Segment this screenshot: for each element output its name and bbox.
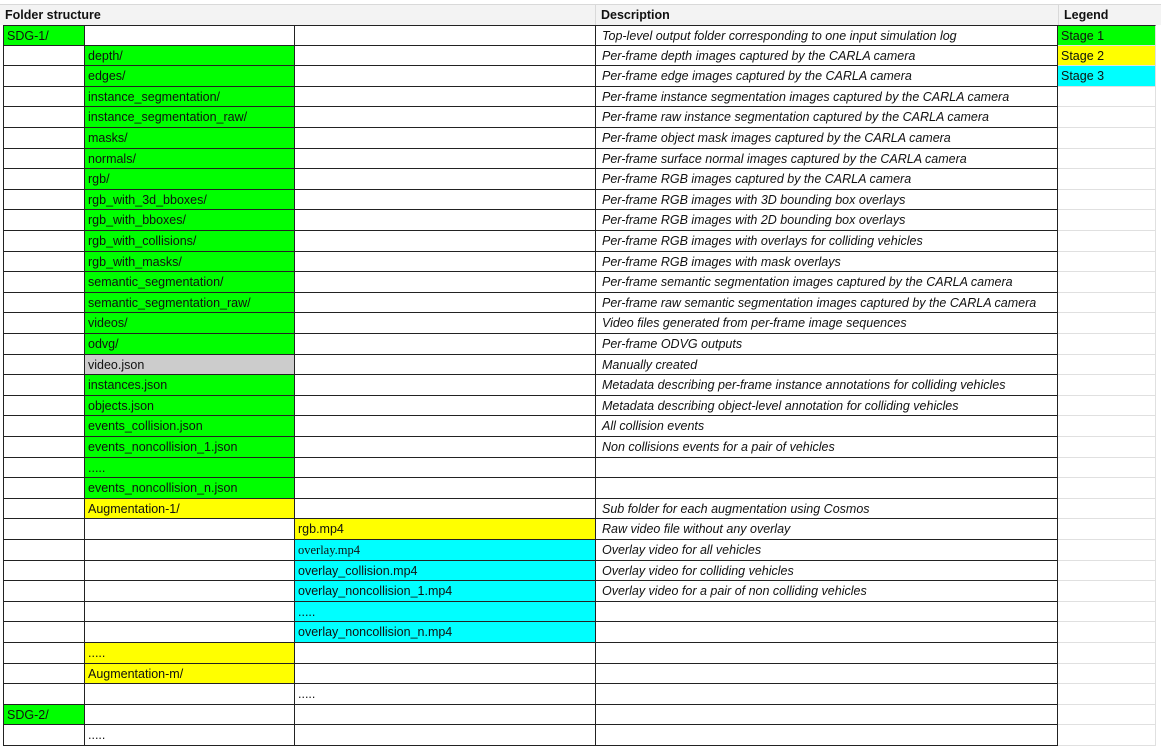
table-row <box>0 581 1161 602</box>
table-row <box>0 705 1161 726</box>
description-cell[interactable] <box>595 602 1058 623</box>
legend-empty-cell[interactable] <box>1058 210 1156 231</box>
table-row <box>0 355 1161 376</box>
description-cell[interactable]: Per-frame RGB images with mask overlays <box>595 252 1058 273</box>
legend-empty-cell[interactable] <box>1058 313 1156 334</box>
legend-empty-cell[interactable] <box>1058 458 1156 479</box>
folder-cell-level-1[interactable] <box>3 458 84 479</box>
folder-cell-level-1[interactable] <box>3 128 84 149</box>
table-row <box>0 169 1161 190</box>
description-cell[interactable]: Per-frame edge images captured by the CARLA camera <box>595 66 1058 87</box>
folder-cell-level-3[interactable]: overlay.mp4 <box>294 540 595 561</box>
legend-empty-cell[interactable] <box>1058 561 1156 582</box>
folder-cell-level-2[interactable]: semantic_segmentation/ <box>84 272 294 293</box>
description-cell[interactable]: Per-frame raw instance segmentation captured by the CARLA camera <box>595 107 1058 128</box>
legend-empty-cell[interactable] <box>1058 643 1156 664</box>
folder-cell-level-3[interactable] <box>294 190 595 211</box>
legend-empty-cell[interactable] <box>1058 478 1156 499</box>
legend-empty-cell[interactable] <box>1058 272 1156 293</box>
folder-cell-level-3[interactable] <box>294 128 595 149</box>
folder-cell-level-1[interactable] <box>3 478 84 499</box>
table-row <box>0 87 1161 108</box>
header-description: Description <box>595 4 1058 25</box>
description-cell[interactable]: Overlay video for colliding vehicles <box>595 561 1058 582</box>
folder-cell-level-3[interactable] <box>294 458 595 479</box>
legend-empty-cell[interactable] <box>1058 705 1156 726</box>
folder-cell-level-1[interactable] <box>3 643 84 664</box>
header-legend: Legend <box>1058 4 1161 25</box>
folder-cell-level-1[interactable] <box>3 396 84 417</box>
folder-cell-level-1[interactable] <box>3 169 84 190</box>
folder-cell-level-2[interactable]: rgb_with_3d_bboxes/ <box>84 190 294 211</box>
folder-cell-level-2[interactable]: depth/ <box>84 46 294 67</box>
folder-cell-level-2[interactable]: ..... <box>84 458 294 479</box>
description-cell[interactable]: Video files generated from per-frame image sequences <box>595 313 1058 334</box>
folder-cell-level-2[interactable]: instance_segmentation_raw/ <box>84 107 294 128</box>
table-row <box>0 231 1161 252</box>
description-cell[interactable]: Metadata describing object-level annotation for colliding vehicles <box>595 396 1058 417</box>
folder-cell-level-3[interactable] <box>294 293 595 314</box>
description-cell[interactable]: Per-frame raw semantic segmentation images captured by the CARLA camera <box>595 293 1058 314</box>
description-cell[interactable]: Sub folder for each augmentation using Cosmos <box>595 499 1058 520</box>
description-cell[interactable]: Per-frame ODVG outputs <box>595 334 1058 355</box>
description-cell[interactable]: Overlay video for all vehicles <box>595 540 1058 561</box>
folder-cell-level-2[interactable] <box>84 602 294 623</box>
table-row <box>0 519 1161 540</box>
folder-cell-level-3[interactable] <box>294 705 595 726</box>
folder-cell-level-3[interactable] <box>294 46 595 67</box>
legend-empty-cell[interactable] <box>1058 499 1156 520</box>
folder-cell-level-1[interactable] <box>3 375 84 396</box>
folder-cell-level-3[interactable] <box>294 416 595 437</box>
legend-empty-cell[interactable] <box>1058 169 1156 190</box>
description-cell[interactable] <box>595 458 1058 479</box>
table-row <box>0 128 1161 149</box>
folder-cell-level-1[interactable] <box>3 66 84 87</box>
folder-cell-level-1[interactable] <box>3 46 84 67</box>
folder-cell-level-2[interactable] <box>84 705 294 726</box>
folder-cell-level-1[interactable] <box>3 437 84 458</box>
folder-cell-level-1[interactable] <box>3 190 84 211</box>
description-cell[interactable]: Per-frame depth images captured by the CARLA camera <box>595 46 1058 67</box>
table-row <box>0 107 1161 128</box>
folder-cell-level-2[interactable]: ..... <box>84 643 294 664</box>
description-cell[interactable]: Per-frame surface normal images captured by the CARLA camera <box>595 149 1058 170</box>
table-row <box>0 540 1161 561</box>
folder-cell-level-3[interactable] <box>294 87 595 108</box>
folder-cell-level-2[interactable]: instance_segmentation/ <box>84 87 294 108</box>
folder-cell-level-1[interactable] <box>3 684 84 705</box>
folder-cell-level-3[interactable] <box>294 725 595 746</box>
folder-cell-level-3[interactable]: ..... <box>294 602 595 623</box>
legend-empty-cell[interactable] <box>1058 622 1156 643</box>
legend-stage-2[interactable]: Stage 2 <box>1058 46 1156 67</box>
table-row <box>0 252 1161 273</box>
legend-empty-cell[interactable] <box>1058 684 1156 705</box>
folder-cell-level-3[interactable] <box>294 396 595 417</box>
folder-cell-level-3[interactable] <box>294 66 595 87</box>
folder-cell-level-3[interactable] <box>294 478 595 499</box>
folder-cell-level-1[interactable] <box>3 87 84 108</box>
description-cell[interactable] <box>595 705 1058 726</box>
table-row <box>0 396 1161 417</box>
folder-cell-level-1[interactable] <box>3 416 84 437</box>
description-cell[interactable]: Top-level output folder corresponding to one input simulation log <box>595 25 1058 46</box>
folder-cell-level-2[interactable]: rgb_with_collisions/ <box>84 231 294 252</box>
folder-cell-level-3[interactable]: overlay_collision.mp4 <box>294 561 595 582</box>
description-cell[interactable]: All collision events <box>595 416 1058 437</box>
folder-cell-level-2[interactable] <box>84 684 294 705</box>
folder-cell-level-2[interactable]: events_noncollision_n.json <box>84 478 294 499</box>
legend-empty-cell[interactable] <box>1058 107 1156 128</box>
table-row <box>0 622 1161 643</box>
table-row <box>0 313 1161 334</box>
folder-cell-level-1[interactable] <box>3 725 84 746</box>
folder-cell-level-3[interactable] <box>294 25 595 46</box>
table-row <box>0 334 1161 355</box>
table-row <box>0 643 1161 664</box>
folder-cell-level-1[interactable] <box>3 519 84 540</box>
description-cell[interactable]: Manually created <box>595 355 1058 376</box>
description-cell[interactable] <box>595 643 1058 664</box>
folder-cell-level-3[interactable]: ..... <box>294 684 595 705</box>
table-row <box>0 561 1161 582</box>
folder-cell-level-2[interactable]: events_collision.json <box>84 416 294 437</box>
legend-empty-cell[interactable] <box>1058 540 1156 561</box>
table-row <box>0 210 1161 231</box>
description-cell[interactable]: Per-frame RGB images with 3D bounding box overlays <box>595 190 1058 211</box>
legend-empty-cell[interactable] <box>1058 128 1156 149</box>
legend-empty-cell[interactable] <box>1058 581 1156 602</box>
folder-cell-level-2[interactable] <box>84 622 294 643</box>
folder-cell-level-2[interactable]: masks/ <box>84 128 294 149</box>
legend-empty-cell[interactable] <box>1058 87 1156 108</box>
folder-cell-level-1[interactable] <box>3 313 84 334</box>
legend-empty-cell[interactable] <box>1058 725 1156 746</box>
folder-cell-level-1[interactable] <box>3 293 84 314</box>
table-row <box>0 149 1161 170</box>
folder-cell-level-2[interactable] <box>84 519 294 540</box>
folder-cell-level-2[interactable] <box>84 561 294 582</box>
description-cell[interactable]: Non collisions events for a pair of vehicles <box>595 437 1058 458</box>
folder-cell-level-1[interactable] <box>3 149 84 170</box>
folder-cell-level-3[interactable] <box>294 375 595 396</box>
table-row <box>0 416 1161 437</box>
folder-cell-level-3[interactable] <box>294 643 595 664</box>
folder-cell-level-1[interactable] <box>3 561 84 582</box>
legend-empty-cell[interactable] <box>1058 190 1156 211</box>
folder-cell-level-2[interactable]: rgb/ <box>84 169 294 190</box>
legend-empty-cell[interactable] <box>1058 334 1156 355</box>
folder-cell-level-3[interactable] <box>294 664 595 685</box>
folder-cell-level-1[interactable] <box>3 540 84 561</box>
legend-empty-cell[interactable] <box>1058 602 1156 623</box>
description-cell[interactable] <box>595 622 1058 643</box>
legend-stage-1[interactable]: Stage 1 <box>1058 25 1156 46</box>
folder-cell-level-2[interactable]: odvg/ <box>84 334 294 355</box>
legend-empty-cell[interactable] <box>1058 437 1156 458</box>
legend-empty-cell[interactable] <box>1058 416 1156 437</box>
table-row <box>0 272 1161 293</box>
folder-cell-level-3[interactable] <box>294 252 595 273</box>
folder-cell-level-2[interactable]: events_noncollision_1.json <box>84 437 294 458</box>
table-row <box>0 684 1161 705</box>
folder-cell-level-2[interactable]: edges/ <box>84 66 294 87</box>
table-row <box>0 458 1161 479</box>
folder-cell-level-2[interactable]: Augmentation-m/ <box>84 664 294 685</box>
folder-cell-level-1[interactable] <box>3 664 84 685</box>
folder-cell-level-3[interactable] <box>294 231 595 252</box>
folder-cell-level-3[interactable] <box>294 149 595 170</box>
legend-empty-cell[interactable] <box>1058 149 1156 170</box>
folder-cell-level-2[interactable]: videos/ <box>84 313 294 334</box>
folder-cell-level-1[interactable] <box>3 334 84 355</box>
table-row <box>0 293 1161 314</box>
table-row <box>0 46 1161 67</box>
header-folder-structure: Folder structure <box>0 4 595 25</box>
description-cell[interactable]: Per-frame instance segmentation images captured by the CARLA camera <box>595 87 1058 108</box>
folder-cell-level-2[interactable] <box>84 540 294 561</box>
folder-cell-level-2[interactable]: rgb_with_bboxes/ <box>84 210 294 231</box>
folder-cell-level-1[interactable] <box>3 355 84 376</box>
folder-cell-level-3[interactable] <box>294 355 595 376</box>
table-row <box>0 602 1161 623</box>
description-cell[interactable]: Overlay video for a pair of non colliding vehicles <box>595 581 1058 602</box>
description-cell[interactable] <box>595 684 1058 705</box>
description-cell[interactable]: Metadata describing per-frame instance annotations for colliding vehicles <box>595 375 1058 396</box>
folder-cell-level-3[interactable] <box>294 437 595 458</box>
folder-cell-level-1[interactable] <box>3 272 84 293</box>
table-row <box>0 66 1161 87</box>
folder-cell-level-3[interactable] <box>294 107 595 128</box>
table-row <box>0 478 1161 499</box>
description-cell[interactable] <box>595 664 1058 685</box>
table-row <box>0 499 1161 520</box>
folder-cell-level-1[interactable] <box>3 231 84 252</box>
folder-cell-level-1[interactable] <box>3 602 84 623</box>
description-cell[interactable]: Per-frame RGB images with overlays for colliding vehicles <box>595 231 1058 252</box>
legend-empty-cell[interactable] <box>1058 396 1156 417</box>
table-row <box>0 725 1161 746</box>
table-row <box>0 25 1161 46</box>
folder-cell-level-1[interactable] <box>3 252 84 273</box>
folder-cell-level-1[interactable] <box>3 210 84 231</box>
folder-cell-level-1[interactable]: SDG-2/ <box>3 705 84 726</box>
legend-empty-cell[interactable] <box>1058 664 1156 685</box>
table-row <box>0 437 1161 458</box>
legend-empty-cell[interactable] <box>1058 231 1156 252</box>
folder-cell-level-3[interactable]: overlay_noncollision_1.mp4 <box>294 581 595 602</box>
folder-cell-level-3[interactable] <box>294 169 595 190</box>
description-cell[interactable] <box>595 478 1058 499</box>
folder-cell-level-3[interactable] <box>294 499 595 520</box>
description-cell[interactable] <box>595 725 1058 746</box>
folder-cell-level-2[interactable]: semantic_segmentation_raw/ <box>84 293 294 314</box>
folder-cell-level-2[interactable]: instances.json <box>84 375 294 396</box>
folder-cell-level-2[interactable]: objects.json <box>84 396 294 417</box>
folder-cell-level-3[interactable]: overlay_noncollision_n.mp4 <box>294 622 595 643</box>
folder-cell-level-3[interactable] <box>294 334 595 355</box>
description-cell[interactable]: Per-frame semantic segmentation images captured by the CARLA camera <box>595 272 1058 293</box>
folder-cell-level-3[interactable] <box>294 210 595 231</box>
folder-cell-level-2[interactable]: Augmentation-1/ <box>84 499 294 520</box>
legend-empty-cell[interactable] <box>1058 252 1156 273</box>
description-cell[interactable]: Raw video file without any overlay <box>595 519 1058 540</box>
folder-cell-level-2[interactable]: rgb_with_masks/ <box>84 252 294 273</box>
folder-cell-level-3[interactable] <box>294 272 595 293</box>
folder-cell-level-1[interactable] <box>3 107 84 128</box>
folder-cell-level-2[interactable]: ..... <box>84 725 294 746</box>
legend-empty-cell[interactable] <box>1058 293 1156 314</box>
legend-empty-cell[interactable] <box>1058 375 1156 396</box>
folder-cell-level-2[interactable] <box>84 581 294 602</box>
folder-cell-level-2[interactable]: video.json <box>84 355 294 376</box>
folder-cell-level-2[interactable]: normals/ <box>84 149 294 170</box>
legend-empty-cell[interactable] <box>1058 355 1156 376</box>
folder-cell-level-2[interactable] <box>84 25 294 46</box>
folder-cell-level-1[interactable] <box>3 622 84 643</box>
folder-cell-level-3[interactable]: rgb.mp4 <box>294 519 595 540</box>
description-cell[interactable]: Per-frame RGB images captured by the CARLA camera <box>595 169 1058 190</box>
table-row <box>0 190 1161 211</box>
legend-stage-3[interactable]: Stage 3 <box>1058 66 1156 87</box>
description-cell[interactable]: Per-frame RGB images with 2D bounding box overlays <box>595 210 1058 231</box>
folder-cell-level-1[interactable] <box>3 581 84 602</box>
table-row <box>0 375 1161 396</box>
folder-cell-level-1[interactable] <box>3 499 84 520</box>
description-cell[interactable]: Per-frame object mask images captured by the CARLA camera <box>595 128 1058 149</box>
table-row <box>0 664 1161 685</box>
folder-cell-level-3[interactable] <box>294 313 595 334</box>
folder-cell-level-1[interactable]: SDG-1/ <box>3 25 84 46</box>
legend-empty-cell[interactable] <box>1058 519 1156 540</box>
